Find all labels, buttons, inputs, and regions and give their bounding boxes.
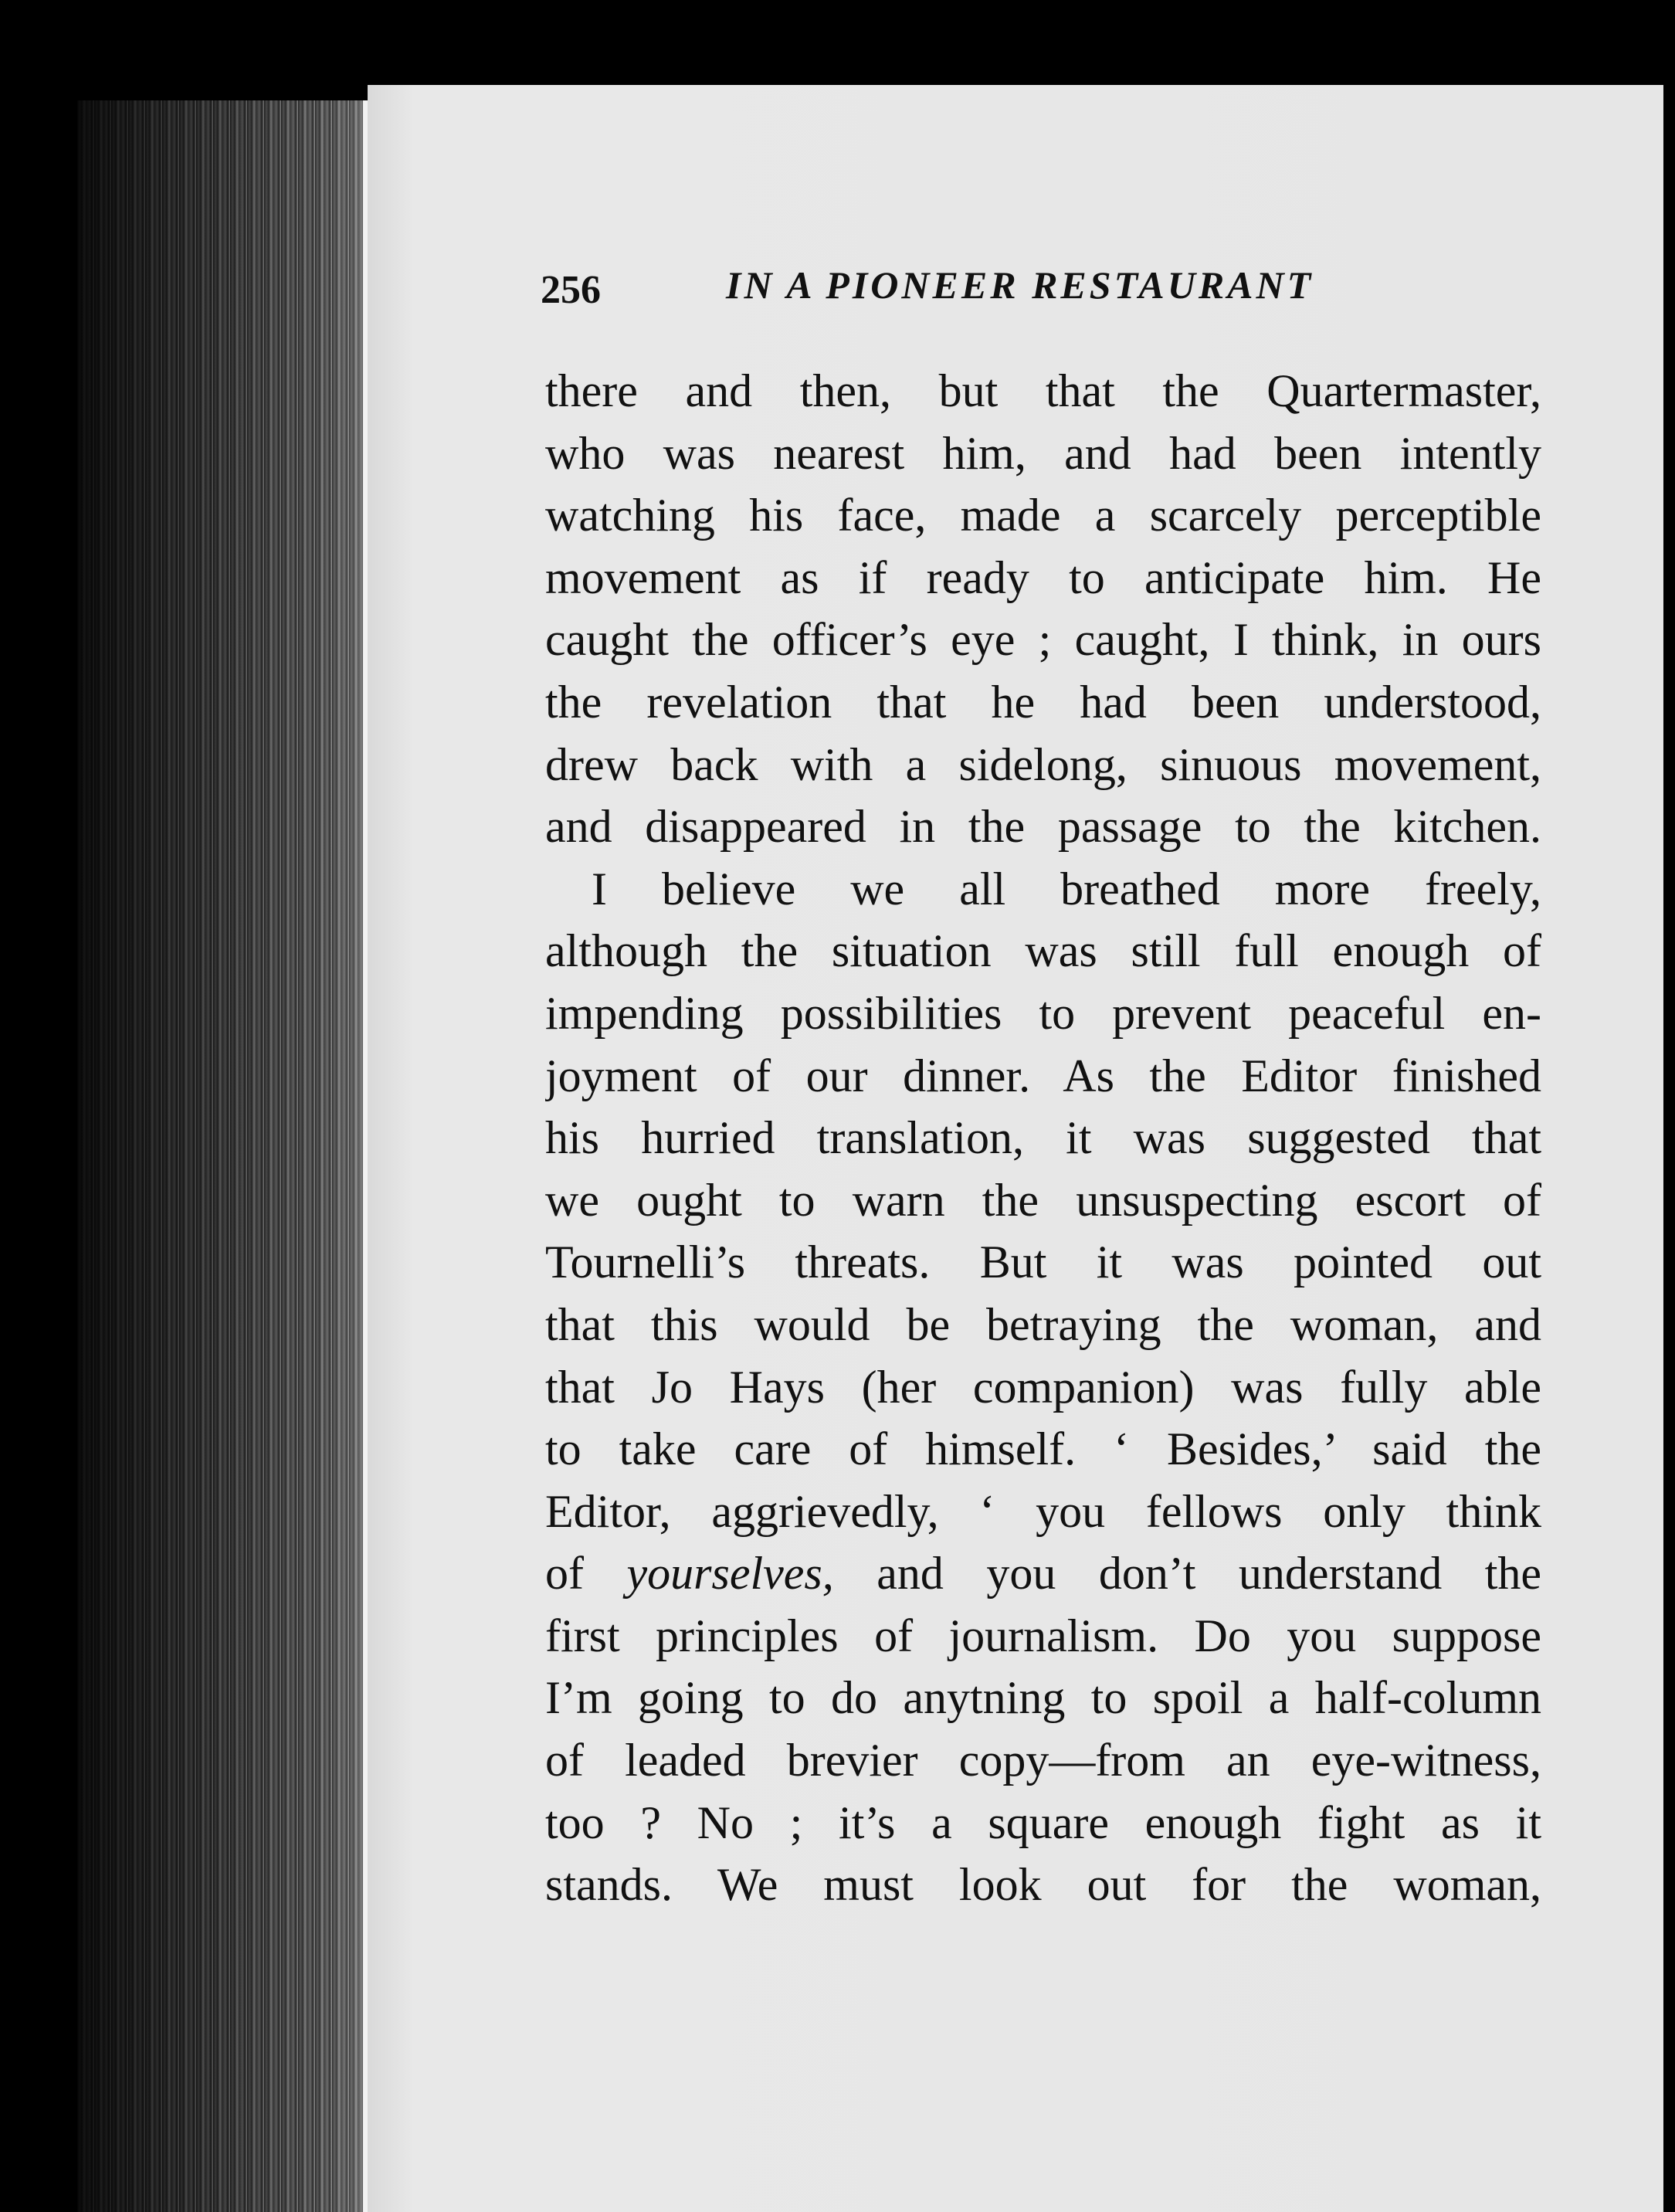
text-line: of leaded brevier copy—from an eye-witness, xyxy=(545,1735,1541,1786)
text-line: to take care of himself. ‘ Besides,’ said the xyxy=(545,1423,1541,1475)
text-line: we ought to warn the unsuspecting escort of xyxy=(545,1174,1541,1226)
text-line: and disappeared in the passage to the kitchen. xyxy=(545,801,1541,853)
text-line: first principles of journalism. Do you suppose xyxy=(545,1610,1541,1661)
text-line: that this would be betraying the woman, and xyxy=(545,1298,1541,1350)
text-line: Editor, aggrievedly, ‘ you fellows only think xyxy=(545,1485,1541,1537)
text-line: stands. We must look out for the woman, xyxy=(545,1859,1541,1911)
text-line: although the situation was still full enough of xyxy=(545,925,1541,977)
text-line: joyment of our dinner. As the Editor finished xyxy=(545,1050,1541,1101)
italic-word: yourselves, xyxy=(626,1548,834,1600)
running-head-title: IN A PIONEER RESTAURANT xyxy=(726,263,1314,307)
text-line: I’m going to do anytning to spoil a half-column xyxy=(545,1672,1541,1724)
running-head xyxy=(541,263,1544,324)
text-line: his hurried translation, it was suggested that xyxy=(545,1112,1541,1164)
text-line: Tournelli’s threats. But it was pointed out xyxy=(545,1237,1541,1288)
text-fragment: and you don’t understand the xyxy=(833,1548,1541,1600)
text-line: there and then, but that the Quartermaster, xyxy=(545,365,1541,416)
text-line: too ? No ; it’s a square enough fight as it xyxy=(545,1796,1541,1848)
body-text xyxy=(545,360,1541,1916)
text-line: drew back with a sidelong, sinuous movement, xyxy=(545,738,1541,790)
text-line: the revelation that he had been understood, xyxy=(545,676,1541,728)
text-fragment: of xyxy=(545,1548,627,1600)
text-line: movement as if ready to anticipate him. He xyxy=(545,551,1541,603)
page-number: 256 xyxy=(541,268,601,312)
text-line-with-italic xyxy=(545,1542,1541,1605)
text-line: impending possibilities to prevent peaceful en- xyxy=(545,987,1541,1039)
text-line: watching his face, made a scarcely perceptible xyxy=(545,490,1541,541)
book-page-edges-shadow xyxy=(77,100,409,2212)
text-line: who was nearest him, and had been intently xyxy=(545,427,1541,479)
text-line: caught the officer’s eye ; caught, I think, in ours xyxy=(545,614,1541,666)
text-line: I believe we all breathed more freely, xyxy=(545,863,1541,914)
text-line: that Jo Hays (her companion) was fully able xyxy=(545,1361,1541,1413)
